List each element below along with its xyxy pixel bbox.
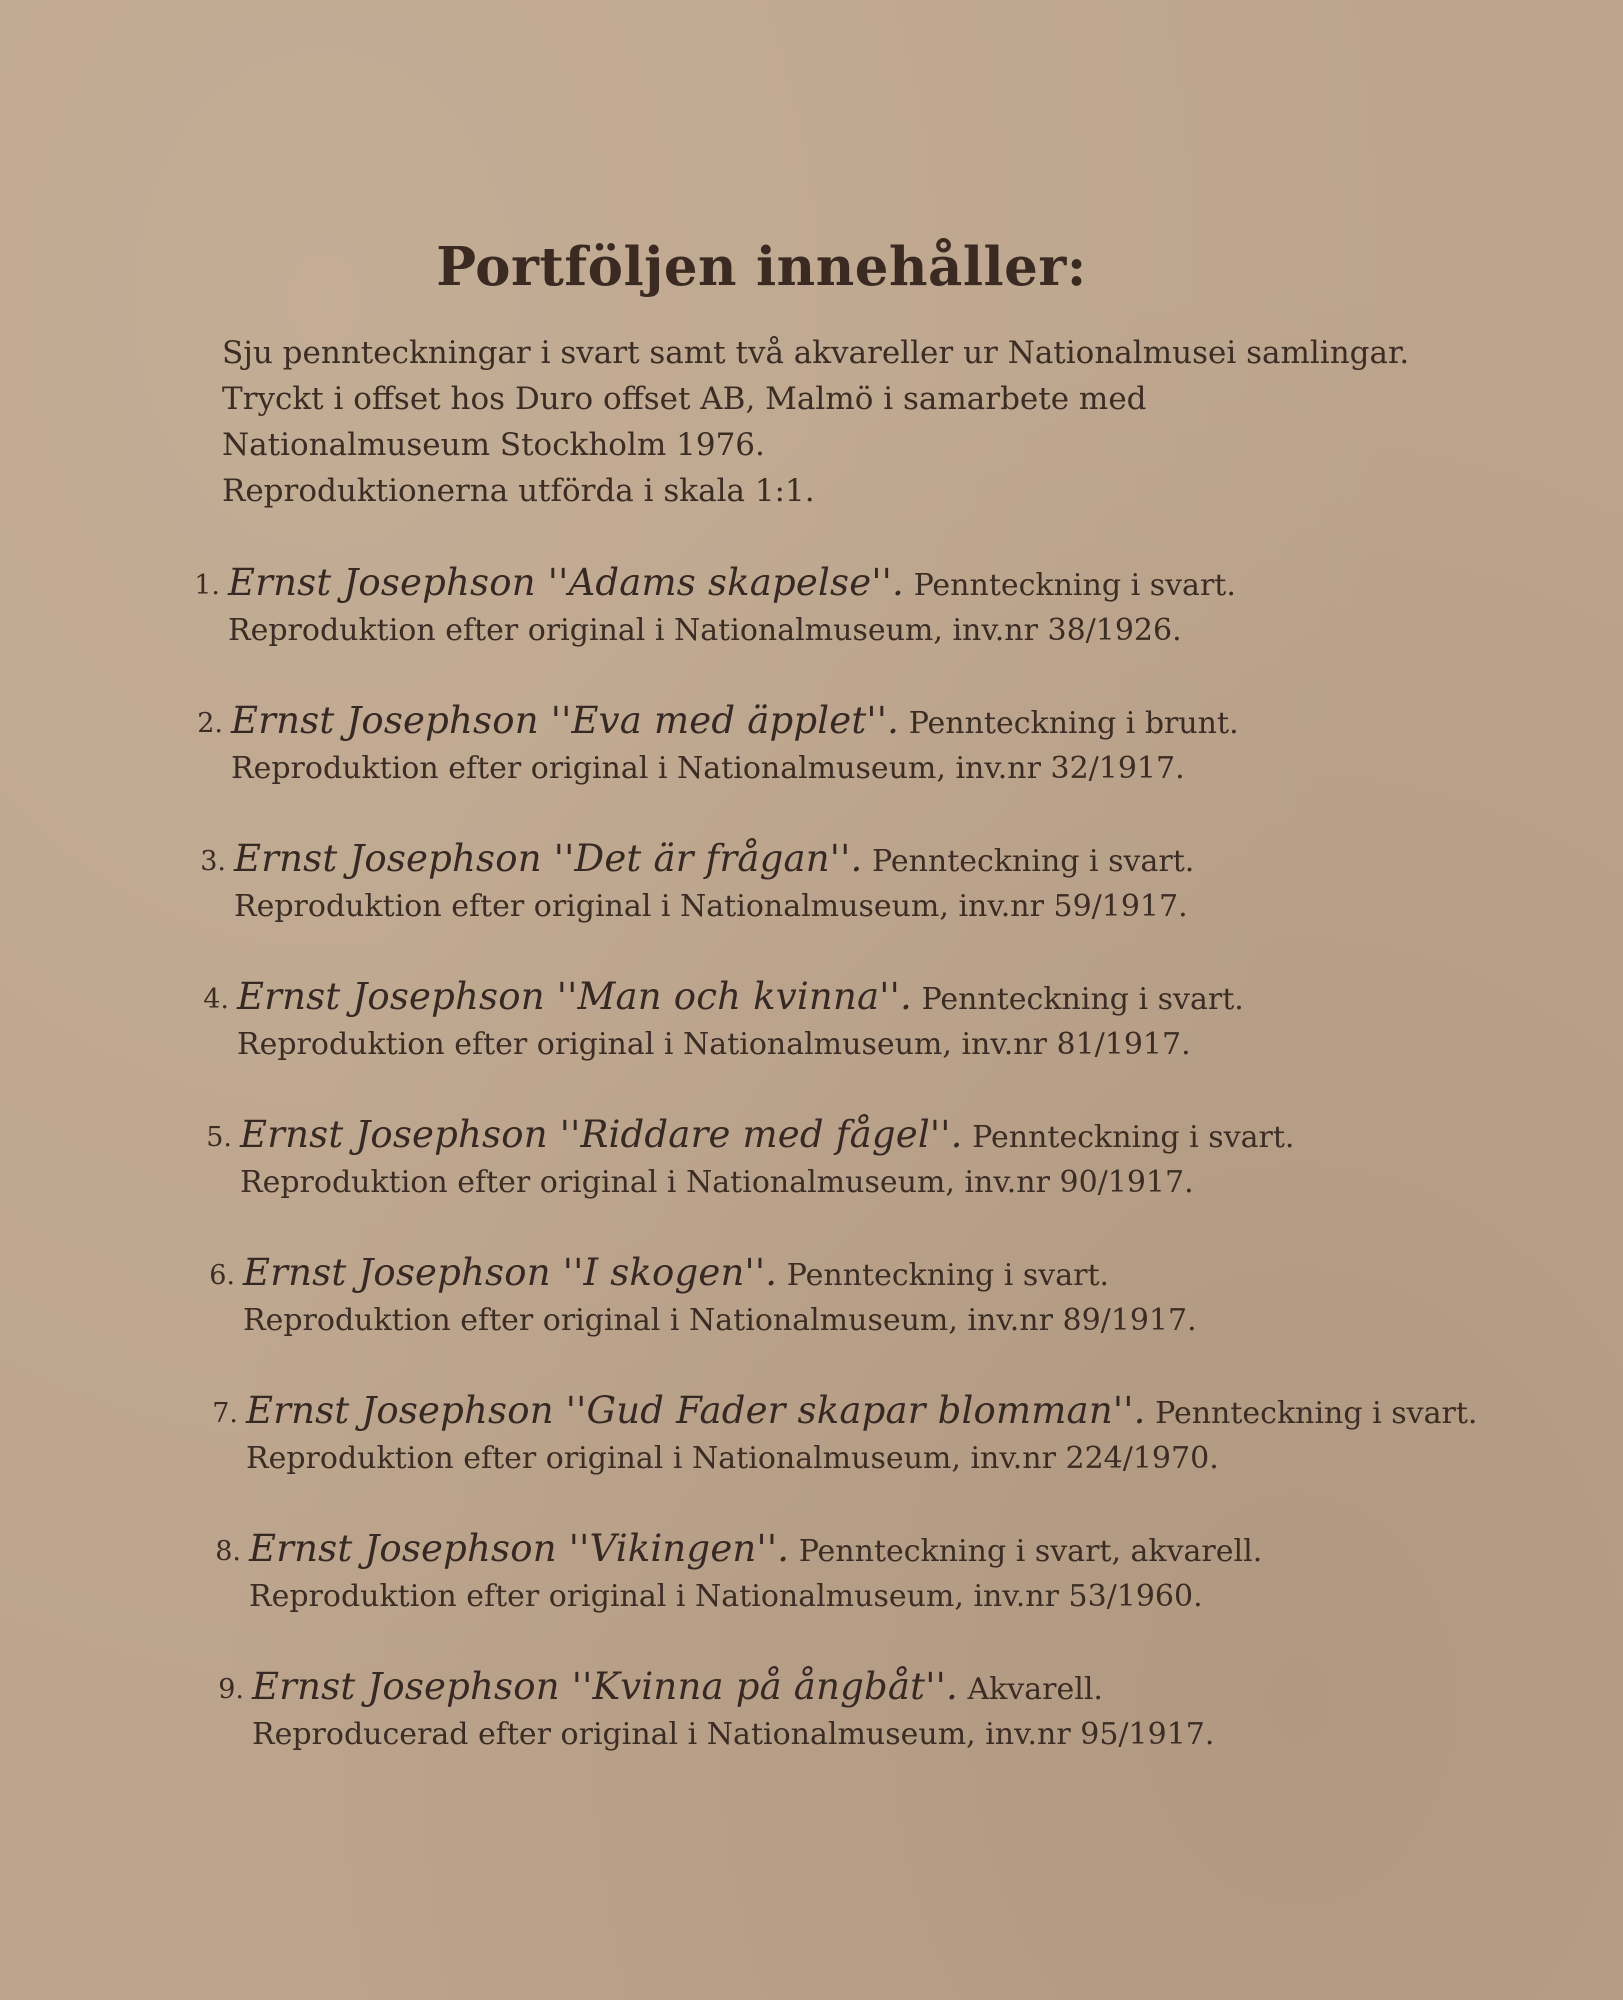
item-number: 3. xyxy=(200,846,226,877)
item-title-line xyxy=(228,560,1236,609)
work-technique: Pennteckning i svart. xyxy=(972,1120,1295,1155)
work-title: Ernst Josephson ''Gud Fader skapar blomman''. xyxy=(246,1389,1146,1432)
work-technique: Pennteckning i svart. xyxy=(921,982,1244,1017)
list-item xyxy=(200,836,1195,929)
work-title: Ernst Josephson ''Man och kvinna''. xyxy=(237,975,912,1018)
work-source: Reproducerad efter original i Nationalmuseum, inv.nr 95/1917. xyxy=(252,1717,1215,1752)
work-title: Ernst Josephson ''Kvinna på ångbåt''. xyxy=(252,1665,958,1708)
item-title-line xyxy=(240,1112,1294,1161)
list-item xyxy=(218,1664,1215,1757)
item-title-line xyxy=(234,836,1194,885)
page-title: Portföljen innehåller: xyxy=(436,236,1087,298)
work-source: Reproduktion efter original i Nationalmuseum, inv.nr 90/1917. xyxy=(240,1165,1194,1200)
intro-line: Sju pennteckningar i svart samt två akvareller ur Nationalmusei samlingar. xyxy=(222,335,1410,371)
work-source: Reproduktion efter original i Nationalmuseum, inv.nr 81/1917. xyxy=(237,1027,1191,1062)
work-title: Ernst Josephson ''I skogen''. xyxy=(243,1251,778,1294)
work-technique: Pennteckning i svart. xyxy=(1155,1396,1478,1431)
work-title: Ernst Josephson ''Vikingen''. xyxy=(249,1527,790,1570)
work-source: Reproduktion efter original i Nationalmuseum, inv.nr 89/1917. xyxy=(243,1303,1197,1338)
item-number: 7. xyxy=(212,1398,238,1429)
intro-paragraph xyxy=(222,330,1422,514)
item-number: 4. xyxy=(203,984,229,1015)
work-source: Reproduktion efter original i Nationalmuseum, inv.nr 59/1917. xyxy=(234,889,1188,924)
list-item xyxy=(215,1526,1263,1619)
list-item xyxy=(203,974,1244,1067)
work-source: Reproduktion efter original i Nationalmuseum, inv.nr 224/1970. xyxy=(246,1441,1219,1476)
item-number: 8. xyxy=(215,1536,241,1567)
item-number: 5. xyxy=(206,1122,232,1153)
work-title: Ernst Josephson ''Riddare med fågel''. xyxy=(240,1113,963,1156)
item-number: 9. xyxy=(218,1674,244,1705)
list-item xyxy=(194,560,1236,653)
work-source: Reproduktion efter original i Nationalmuseum, inv.nr 32/1917. xyxy=(231,751,1185,786)
item-title-line xyxy=(249,1526,1262,1575)
work-title: Ernst Josephson ''Eva med äpplet''. xyxy=(231,699,900,742)
work-title: Ernst Josephson ''Det är frågan''. xyxy=(234,837,863,880)
item-title-line xyxy=(246,1388,1477,1437)
item-title-line xyxy=(243,1250,1197,1299)
intro-line: Tryckt i offset hos Duro offset AB, Malmö i samarbete med xyxy=(222,381,1147,417)
work-technique: Pennteckning i svart. xyxy=(786,1258,1110,1293)
work-source: Reproduktion efter original i Nationalmuseum, inv.nr 53/1960. xyxy=(249,1579,1203,1614)
list-item xyxy=(197,698,1239,791)
work-technique: Akvarell. xyxy=(967,1672,1103,1707)
intro-line: Reproduktionerna utförda i skala 1:1. xyxy=(222,473,815,509)
intro-line: Nationalmuseum Stockholm 1976. xyxy=(222,427,765,463)
item-number: 6. xyxy=(209,1260,235,1291)
work-technique: Pennteckning i svart. xyxy=(913,568,1236,603)
work-source: Reproduktion efter original i Nationalmuseum, inv.nr 38/1926. xyxy=(228,613,1182,648)
list-item xyxy=(212,1388,1478,1481)
work-technique: Pennteckning i svart, akvarell. xyxy=(798,1534,1263,1569)
work-technique: Pennteckning i svart. xyxy=(872,844,1195,879)
item-title-line xyxy=(252,1664,1214,1713)
item-title-line xyxy=(237,974,1244,1023)
item-number: 2. xyxy=(197,708,223,739)
list-item xyxy=(206,1112,1295,1205)
list-item xyxy=(209,1250,1197,1343)
item-title-line xyxy=(231,698,1239,747)
work-title: Ernst Josephson ''Adams skapelse''. xyxy=(228,561,905,604)
work-technique: Pennteckning i brunt. xyxy=(908,706,1239,741)
item-number: 1. xyxy=(194,570,220,601)
